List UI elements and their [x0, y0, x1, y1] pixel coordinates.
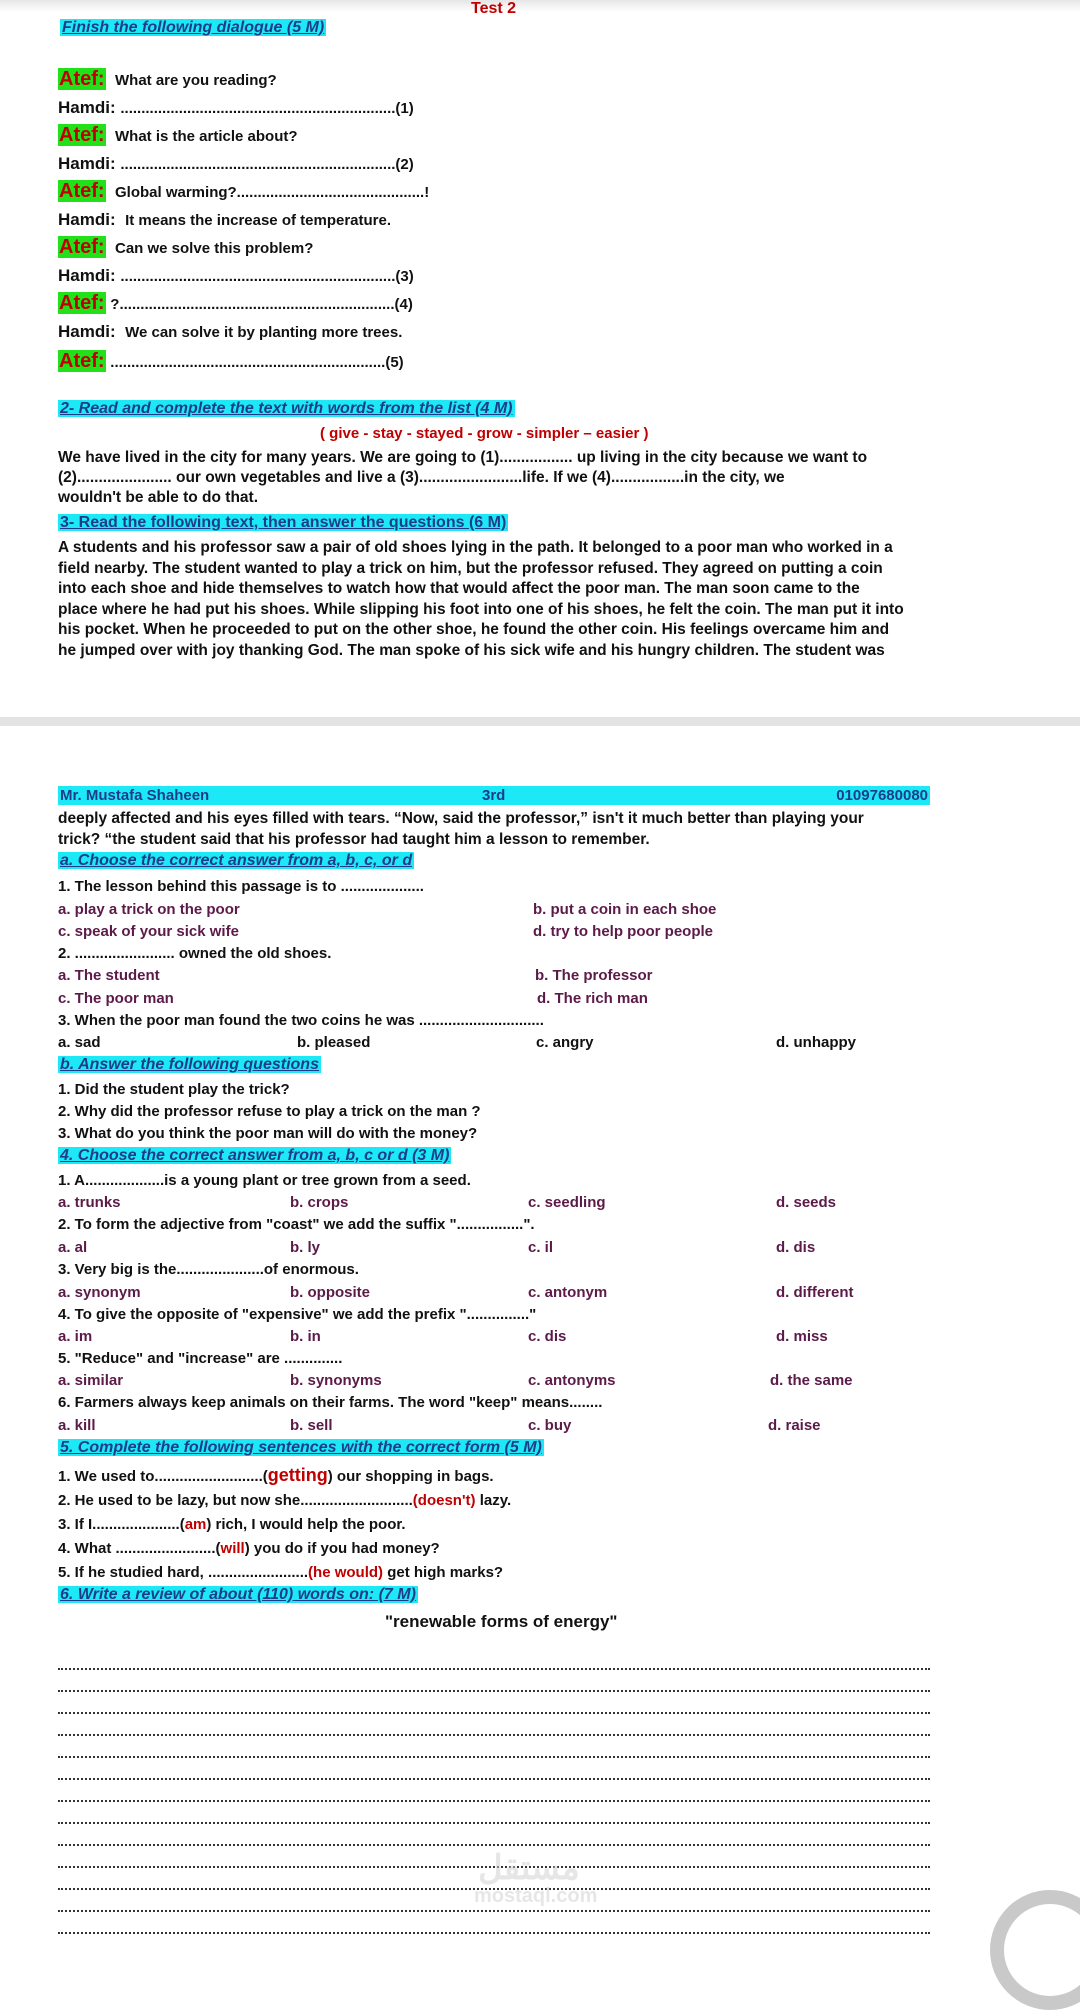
q5-item-3: 3. If I.....................(am) rich, I would help the poor.: [58, 1516, 406, 1533]
option: b. ly: [290, 1239, 321, 1256]
option: a. im: [58, 1328, 93, 1345]
q2-title-box: [58, 400, 515, 418]
part-a-title-box: [58, 852, 414, 870]
q5-item-1: 1. We used to..........................(getting) our shopping in bags.: [58, 1465, 494, 1485]
writing-line: [58, 1712, 930, 1714]
q4-title-box: [58, 1147, 451, 1165]
q5-title: 5. Complete the following sentences with the correct form (5 M): [60, 1439, 542, 1456]
dialogue-line-2: Hamdi: ..................................................................(1): [58, 98, 414, 117]
option: c. The poor man: [58, 990, 174, 1007]
writing-line: [58, 1932, 930, 1934]
dialogue-line-7: Atef: Can we solve this problem?: [59, 236, 314, 258]
teacher-name: Mr. Mustafa Shaheen: [60, 787, 210, 804]
option: a. trunks: [58, 1194, 121, 1211]
dialogue-line-6: Hamdi: It means the increase of temperature.: [58, 210, 392, 229]
option: c. antonym: [528, 1284, 608, 1301]
passage-continuation: deeply affected and his eyes filled with tears. “Now, said the professor,” isn't it much better than playing your trick? “the student said that his professor had taught him a lesson to remember.: [58, 810, 864, 848]
option: d. raise: [768, 1417, 821, 1434]
option: c. il: [528, 1239, 554, 1256]
option: d. the same: [770, 1372, 853, 1389]
test-title: Test 2: [471, 0, 517, 17]
part-b-title-box: [58, 1056, 321, 1074]
option: a. play a trick on the poor: [58, 901, 240, 918]
speaker-atef: Atef:: [59, 236, 105, 258]
option: b. crops: [290, 1194, 349, 1211]
q5-title-box: [58, 1439, 544, 1457]
option: d. dis: [776, 1239, 816, 1256]
option: d. seeds: [776, 1194, 837, 1211]
page-header: [58, 786, 930, 805]
q4-question-1: 1. A...................is a young plant or tree grown from a seed.: [58, 1172, 471, 1189]
q3-title-box: [58, 514, 508, 532]
option: c. seedling: [528, 1194, 606, 1211]
option: d. try to help poor people: [533, 923, 713, 940]
option: b. synonyms: [290, 1372, 382, 1389]
option: b. sell: [290, 1417, 333, 1434]
writing-line: [58, 1778, 930, 1780]
option: a. al: [58, 1239, 88, 1256]
q2-text: We have lived in the city for many years. We are going to (1)................. up living in the city because we want to (2)...................... our own vegetables and live a (3)........................life. If we (4).................in the city, we wouldn't be able to do that.: [58, 449, 868, 506]
option: b. pleased: [297, 1034, 371, 1051]
speaker-atef: Atef:: [59, 292, 105, 314]
option: a. sad: [58, 1034, 101, 1051]
q4-question-2: 2. To form the adjective from "coast" we add the suffix "................".: [58, 1216, 535, 1233]
q6-title-box: [58, 1586, 418, 1604]
option: b. put a coin in each shoe: [533, 901, 717, 918]
writing-line: [58, 1690, 930, 1692]
speaker-atef: Atef:: [59, 124, 105, 146]
part-b-question: 1. Did the student play the trick?: [58, 1081, 290, 1098]
dialogue-line-11: Atef: ..................................................................(5): [59, 350, 404, 372]
watermark-logo: مستقل: [478, 1849, 580, 1887]
option: a. kill: [58, 1417, 96, 1434]
q5-item-5: 5. If he studied hard, ........................(he would) get high marks?: [58, 1564, 504, 1581]
part-b-question: 3. What do you think the poor man will do with the money?: [58, 1125, 478, 1142]
page-top-edge: [0, 0, 1080, 12]
dialogue-line-10: Hamdi: We can solve it by planting more trees.: [58, 322, 403, 341]
speaker-atef: Atef:: [59, 68, 105, 90]
part-b-title: b. Answer the following questions: [60, 1056, 319, 1073]
part-a-question-3: 3. When the poor man found the two coins he was ..............................: [58, 1012, 544, 1029]
writing-line: [58, 1910, 930, 1912]
q4-question-5: 5. "Reduce" and "increase" are ..............: [58, 1350, 343, 1367]
speaker-hamdi: Hamdi:: [58, 98, 116, 117]
q4-question-3: 3. Very big is the.....................of enormous.: [58, 1261, 359, 1278]
q4-question-6: 6. Farmers always keep animals on their farms. The word "keep" means........: [58, 1394, 603, 1411]
speaker-atef: Atef:: [59, 180, 105, 202]
option: c. speak of your sick wife: [58, 923, 239, 940]
phone-number: 01097680080: [836, 787, 928, 804]
speaker-hamdi: Hamdi:: [58, 210, 116, 229]
option: c. dis: [528, 1328, 567, 1345]
writing-line: [58, 1756, 930, 1758]
q2-word-list: ( give - stay - stayed - grow - simpler – easier ): [320, 425, 649, 442]
writing-line: [58, 1800, 930, 1802]
q5-item-4: 4. What ........................(will) you do if you had money?: [58, 1540, 440, 1557]
part-b-question: 2. Why did the professor refuse to play a trick on the man ?: [58, 1103, 481, 1120]
option: a. similar: [58, 1372, 124, 1389]
option: b. opposite: [290, 1284, 370, 1301]
option: c. antonyms: [528, 1372, 616, 1389]
page-divider: [0, 717, 1080, 726]
q3-passage: A students and his professor saw a pair of old shoes lying in the path. It belonged to a poor man who worked in a field nearby. The student wanted to play a trick on him, but the professor refused. They agreed on putting a coin into each shoe and hide themselves to watch how that would affect the poor man. The man soon came to the place where he had put his shoes. While slipping his foot into one of his shoes, he felt the coin. The man put it into his pocket. When he proceeded to put on the other shoe, he found the other coin. His feelings overcame him and he jumped over with joy thanking God. The man spoke of his sick wife and his hungry children. The student was: [58, 539, 904, 659]
writing-line: [58, 1822, 930, 1824]
grade-label: 3rd: [482, 787, 506, 804]
writing-line: [58, 1668, 930, 1670]
dialogue-line-4: Hamdi: ..................................................................(2): [58, 154, 414, 173]
part-a-title: a. Choose the correct answer from a, b, c, or d: [60, 852, 413, 869]
dialogue-line-5: Atef: Global warming?.............................................!: [59, 180, 430, 202]
q6-topic: "renewable forms of energy": [385, 1612, 618, 1631]
q4-question-4: 4. To give the opposite of "expensive" we add the prefix "...............": [58, 1306, 537, 1323]
q1-title-box: [60, 19, 326, 37]
option: a. synonym: [58, 1284, 141, 1301]
option: b. The professor: [535, 967, 653, 984]
part-a-question-1: 1. The lesson behind this passage is to ....................: [58, 878, 424, 895]
option: d. The rich man: [537, 990, 648, 1007]
q6-title: 6. Write a review of about (110) words on: (7 M): [60, 1586, 416, 1603]
dialogue-line-8: Hamdi: ..................................................................(3): [58, 266, 414, 285]
speaker-atef: Atef:: [59, 350, 105, 372]
dialogue-line-9: Atef: ?..................................................................(4): [59, 292, 413, 314]
option: c. angry: [536, 1034, 594, 1051]
writing-line: [58, 1734, 930, 1736]
corner-scroll-widget[interactable]: [990, 1890, 1080, 2010]
option: d. unhappy: [776, 1034, 856, 1051]
option: a. The student: [58, 967, 160, 984]
q1-title: Finish the following dialogue (5 M): [62, 19, 325, 36]
q4-title: 4. Choose the correct answer from a, b, c or d (3 M): [60, 1147, 450, 1164]
writing-line: [58, 1844, 930, 1846]
option: c. buy: [528, 1417, 572, 1434]
option: d. miss: [776, 1328, 828, 1345]
q2-title: 2- Read and complete the text with words from the list (4 M): [60, 400, 513, 417]
option: d. different: [776, 1284, 854, 1301]
dialogue-line-3: Atef: What is the article about?: [59, 124, 298, 146]
speaker-hamdi: Hamdi:: [58, 266, 116, 285]
dialogue-line-1: Atef: What are you reading?: [59, 68, 277, 90]
q3-title: 3- Read the following text, then answer the questions (6 M): [60, 514, 507, 531]
q5-item-2: 2. He used to be lazy, but now she...........................(doesn't) lazy.: [58, 1492, 512, 1509]
part-a-question-2: 2. ........................ owned the old shoes.: [58, 945, 332, 962]
option: b. in: [290, 1328, 321, 1345]
speaker-hamdi: Hamdi:: [58, 322, 116, 341]
watermark-site: mostaql.com: [474, 1885, 598, 1907]
speaker-hamdi: Hamdi:: [58, 154, 116, 173]
